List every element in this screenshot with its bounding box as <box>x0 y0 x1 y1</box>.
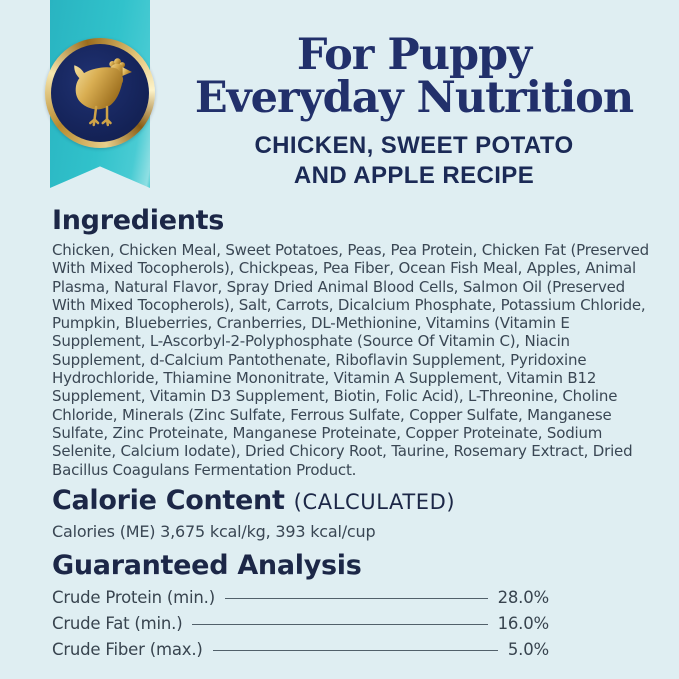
leader-line <box>213 650 498 651</box>
calorie-content-text: Calories (ME) 3,675 kcal/kg, 393 kcal/cup <box>52 522 376 541</box>
analysis-label: Crude Protein (min.) <box>52 587 215 607</box>
analysis-value: 28.0% <box>497 587 549 607</box>
header <box>156 30 672 191</box>
guaranteed-analysis-table <box>52 584 549 662</box>
page-title-line2: Everyday Nutrition <box>194 73 634 123</box>
recipe-subtitle-line2: AND APPLE RECIPE <box>293 162 535 189</box>
analysis-value: 5.0% <box>507 639 549 659</box>
recipe-subtitle <box>156 131 672 191</box>
analysis-label: Crude Fiber (max.) <box>52 639 203 659</box>
calorie-content-heading-main: Calorie Content <box>52 485 285 516</box>
analysis-value: 16.0% <box>497 613 549 633</box>
leader-line <box>192 624 487 625</box>
chicken-badge-inner <box>51 44 149 142</box>
chicken-icon <box>61 54 139 132</box>
table-row <box>52 584 549 610</box>
table-row <box>52 610 549 636</box>
chicken-badge <box>45 38 155 148</box>
calorie-content-heading <box>52 485 455 516</box>
guaranteed-analysis-heading: Guaranteed Analysis <box>52 550 362 581</box>
page-title-line1: For Puppy <box>296 30 532 80</box>
recipe-subtitle-line1: CHICKEN, SWEET POTATO <box>254 132 574 159</box>
leader-line <box>225 598 488 599</box>
ingredients-text: Chicken, Chicken Meal, Sweet Potatoes, Peas, Pea Protein, Chicken Fat (Preserved With Mixed Tocopherols), Chickpeas, Pea Fiber, Ocean Fish Meal, Apples, Animal Plasma, Natural Flavor, Spray Dried Animal Blood Cells, Salmon Oil (Preserved With Mixed Tocopherols), Salt, Carrots, Dicalcium Phosphate, Potassium Chloride, Pumpkin, Blueberries, Cranberries, DL-Methionine, Vitamins (Vitamin E Supplement, L-Ascorbyl-2-Polyphosphate (Source Of Vitamin C), Niacin Supplement, d-Calcium Pantothenate, Riboflavin Supplement, Pyridoxine Hydrochloride, Thiamine Mononitrate, Vitamin A Supplement, Vitamin B12 Supplement, Vitamin D3 Supplement, Biotin, Folic Acid), L-Threonine, Choline Chloride, Minerals (Zinc Sulfate, Ferrous Sulfate, Copper Sulfate, Manganese Sulfate, Zinc Proteinate, Manganese Proteinate, Copper Proteinate, Sodium Selenite, Calcium Iodate), Dried Chicory Root, Taurine, Rosemary Extract, Dried Bacillus Coagulans Fermentation Product. <box>52 241 650 479</box>
calorie-content-heading-suffix: (CALCULATED) <box>293 490 456 514</box>
table-row <box>52 636 549 662</box>
analysis-label: Crude Fat (min.) <box>52 613 183 633</box>
ingredients-heading: Ingredients <box>52 205 225 236</box>
